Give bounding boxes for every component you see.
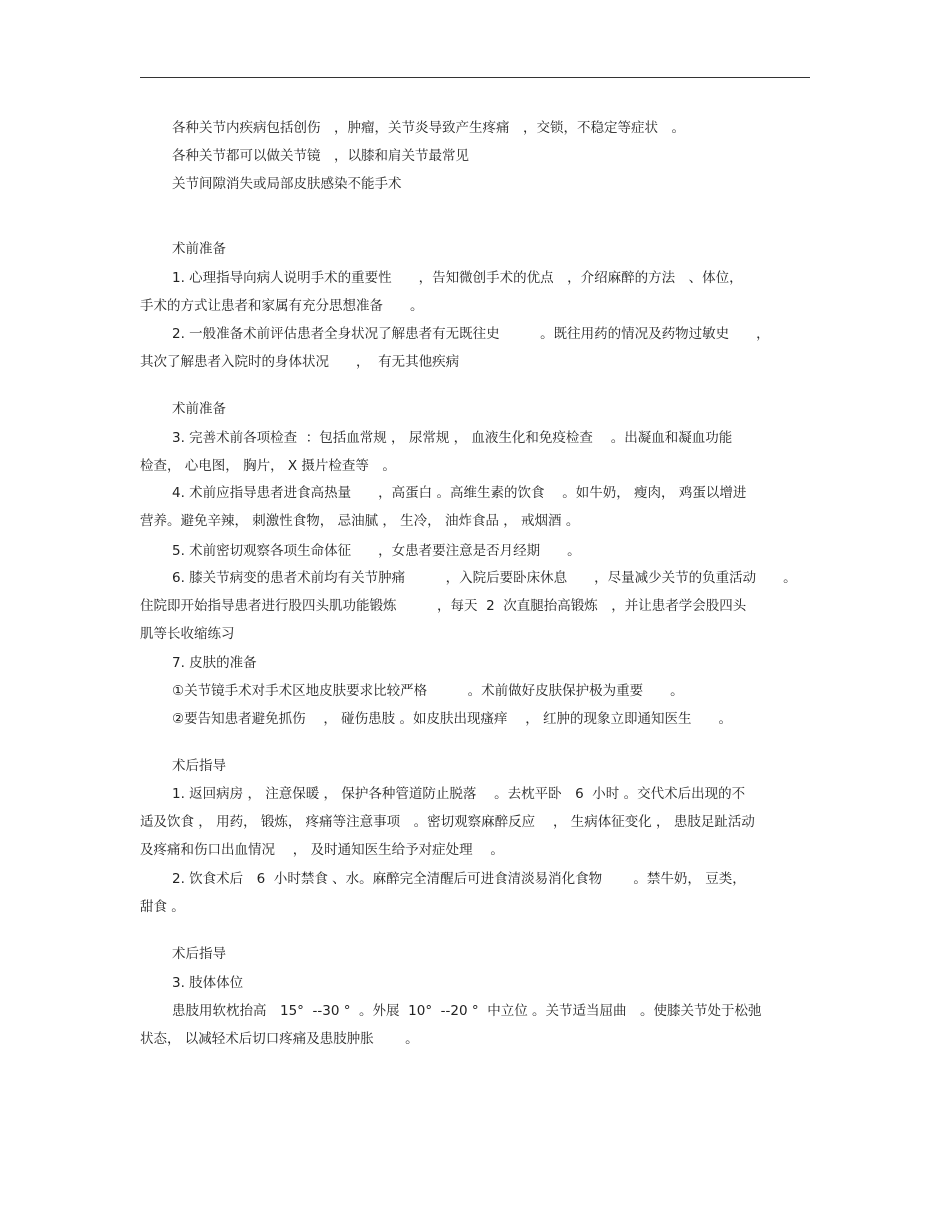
header-rule: [140, 77, 810, 78]
section-heading-postop-1: 术后指导: [172, 758, 226, 774]
paragraph-line: 患肢用软枕抬高 15° --30 ° 。外展 10° --20 ° 中立位 。关节适当屈曲 。使膝关节处于松弛: [172, 1003, 762, 1019]
paragraph-line: 检查， 心电图， 胸片， X 摄片检查等 。: [140, 458, 396, 474]
paragraph-line: 甜食 。: [140, 899, 185, 915]
intro-line-1: 各种关节内疾病包括创伤 ，肿瘤，关节炎导致产生疼痛 ，交锁，不稳定等症状 。: [172, 120, 685, 136]
paragraph-line: 手术的方式让患者和家属有充分思想准备 。: [140, 298, 424, 314]
paragraph-line: 2. 饮食术后 6 小时禁食 、水。麻醉完全清醒后可进食清淡易消化食物 。禁牛奶， 豆类，: [172, 871, 746, 887]
paragraph-line: 2. 一般准备术前评估患者全身状况了解患者有无既往史 。既往用药的情况及药物过敏史 ，: [172, 326, 770, 342]
paragraph-line: 营养。避免辛辣， 刺激性食物， 忌油腻 ， 生冷， 油炸食品 ， 戒烟酒 。: [140, 513, 580, 529]
paragraph-line: ②要告知患者避免抓伤 ， 碰伤患肢 。如皮肤出现瘙痒 ， 红肿的现象立即通知医生 。: [172, 711, 733, 727]
paragraph-line: 5. 术前密切观察各项生命体征 ，女患者要注意是否月经期 。: [172, 543, 581, 559]
paragraph-line: 3. 完善术前各项检查 ：包括血常规 ， 尿常规 ， 血液生化和免疫检查 。出凝血和凝血功能: [172, 430, 733, 446]
paragraph-line: 6. 膝关节病变的患者术前均有关节肿痛 ，入院后要卧床休息 ，尽量减少关节的负重活动 。: [172, 570, 797, 586]
paragraph-line: 其次了解患者入院时的身体状况 ， 有无其他疾病: [140, 354, 460, 370]
paragraph-line: 3. 肢体体位: [172, 975, 244, 991]
section-heading-preop-1: 术前准备: [172, 241, 226, 257]
paragraph-line: 1. 返回病房 ， 注意保暖 ， 保护各种管道防止脱落 。去枕平卧 6 小时 。交代术后出现的不: [172, 786, 746, 802]
paragraph-line: 住院即开始指导患者进行股四头肌功能锻炼 ，每天 2 次直腿抬高锻炼 ，并让患者学会股四头: [140, 598, 747, 614]
paragraph-line: ①关节镜手术对手术区地皮肤要求比较严格 。术前做好皮肤保护极为重要 。: [172, 683, 684, 699]
paragraph-line: 7. 皮肤的准备: [172, 655, 257, 671]
paragraph-line: 适及饮食 ， 用药， 锻炼， 疼痛等注意事项 。密切观察麻醉反应 ， 生病体征变化 ， 患肢足趾活动: [140, 814, 755, 830]
paragraph-line: 1. 心理指导向病人说明手术的重要性 ，告知微创手术的优点 ，介绍麻醉的方法 、体位，: [172, 270, 743, 286]
paragraph-line: 及疼痛和伤口出血情况 ， 及时通知医生给予对症处理 。: [140, 842, 504, 858]
paragraph-line: 4. 术前应指导患者进食高热量 ，高蛋白 。高维生素的饮食 。如牛奶， 瘦肉， 鸡蛋以增进: [172, 485, 747, 501]
section-heading-postop-2: 术后指导: [172, 946, 226, 962]
section-heading-preop-2: 术前准备: [172, 401, 226, 417]
intro-line-3: 关节间隙消失或局部皮肤感染不能手术: [172, 176, 402, 192]
intro-line-2: 各种关节都可以做关节镜 ，以膝和肩关节最常见: [172, 148, 469, 164]
paragraph-line: 状态， 以减轻术后切口疼痛及患肢肿胀 。: [140, 1031, 419, 1047]
paragraph-line: 肌等长收缩练习: [140, 626, 235, 642]
